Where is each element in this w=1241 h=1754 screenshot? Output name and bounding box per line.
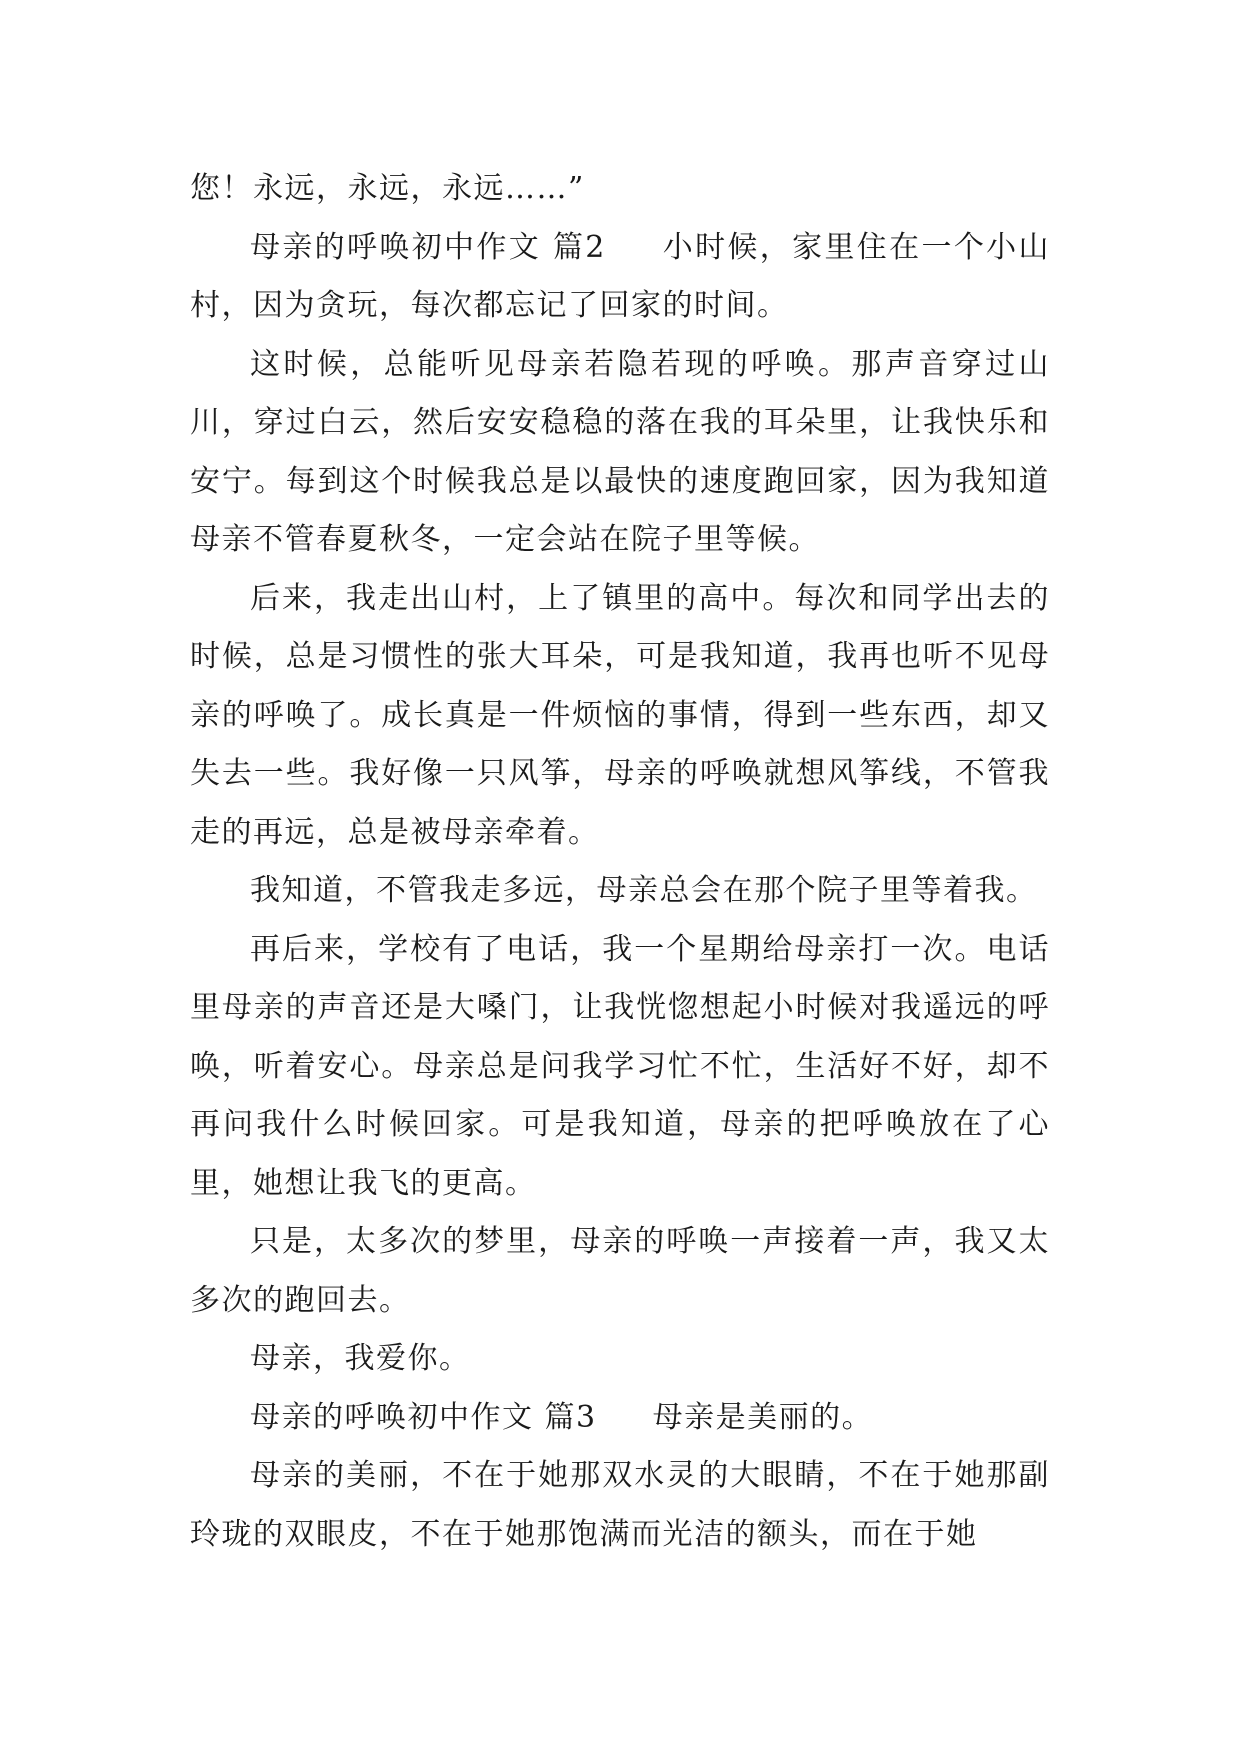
paragraph-text: 后来，我走出山村，上了镇里的高中。每次和同学出去的时候，总是习惯性的张大耳朵，可是我知道，我再也听不见母亲的呼唤了。成长真是一件烦恼的事情，得到一些东西，却又失去一些。我好像一只风筝，母亲的呼唤就想风筝线，不管我走的再远，总是被母亲牵着。 — [190, 580, 1050, 850]
paragraph-text: 母亲，我爱你。 — [250, 1341, 471, 1376]
paragraph — [190, 921, 1050, 1214]
paragraph-section-3-intro — [190, 1389, 1050, 1448]
paragraph-text: 小时候，家里住在一个小山村，因为贪玩，每次都忘记了回家的时间。 — [190, 229, 1050, 323]
paragraph — [190, 862, 1050, 921]
paragraph — [190, 1213, 1050, 1330]
paragraph — [190, 570, 1050, 863]
paragraph-text: 母亲是美丽的。 — [652, 1399, 874, 1435]
section-heading-2: 母亲的呼唤初中作文 篇2 — [250, 229, 606, 265]
essay-body — [190, 160, 1050, 1564]
paragraph-text: 我知道，不管我走多远，母亲总会在那个院子里等着我。 — [250, 873, 1038, 908]
paragraph-text: 再后来，学校有了电话，我一个星期给母亲打一次。电话里母亲的声音还是大嗓门，让我恍惚想起小时候对我遥远的呼唤，听着安心。母亲总是问我学习忙不忙，生活好不好，却不再问我什么时候回家。可是我知道，母亲的把呼唤放在了心里，她想让我飞的更高。 — [190, 931, 1050, 1201]
paragraph — [190, 1330, 1050, 1389]
paragraph-section-2-intro — [190, 219, 1050, 336]
paragraph-text: 母亲的美丽，不在于她那双水灵的大眼睛，不在于她那副玲珑的双眼皮，不在于她那饱满而光洁的额头，而在于她 — [190, 1458, 1050, 1552]
paragraph-text: 这时候，总能听见母亲若隐若现的呼唤。那声音穿过山川，穿过白云，然后安安稳稳的落在我的耳朵里，让我快乐和安宁。每到这个时候我总是以最快的速度跑回家，因为我知道母亲不管春夏秋冬，一定会站在院子里等候。 — [190, 346, 1050, 557]
paragraph — [190, 1447, 1050, 1564]
paragraph-closing-quote — [190, 160, 1050, 219]
paragraph — [190, 336, 1050, 570]
section-heading-3: 母亲的呼唤初中作文 篇3 — [250, 1399, 597, 1435]
paragraph-text: 只是，太多次的梦里，母亲的呼唤一声接着一声，我又太多次的跑回去。 — [190, 1224, 1050, 1318]
paragraph-text: 您！永远，永远，永远……” — [190, 171, 585, 206]
